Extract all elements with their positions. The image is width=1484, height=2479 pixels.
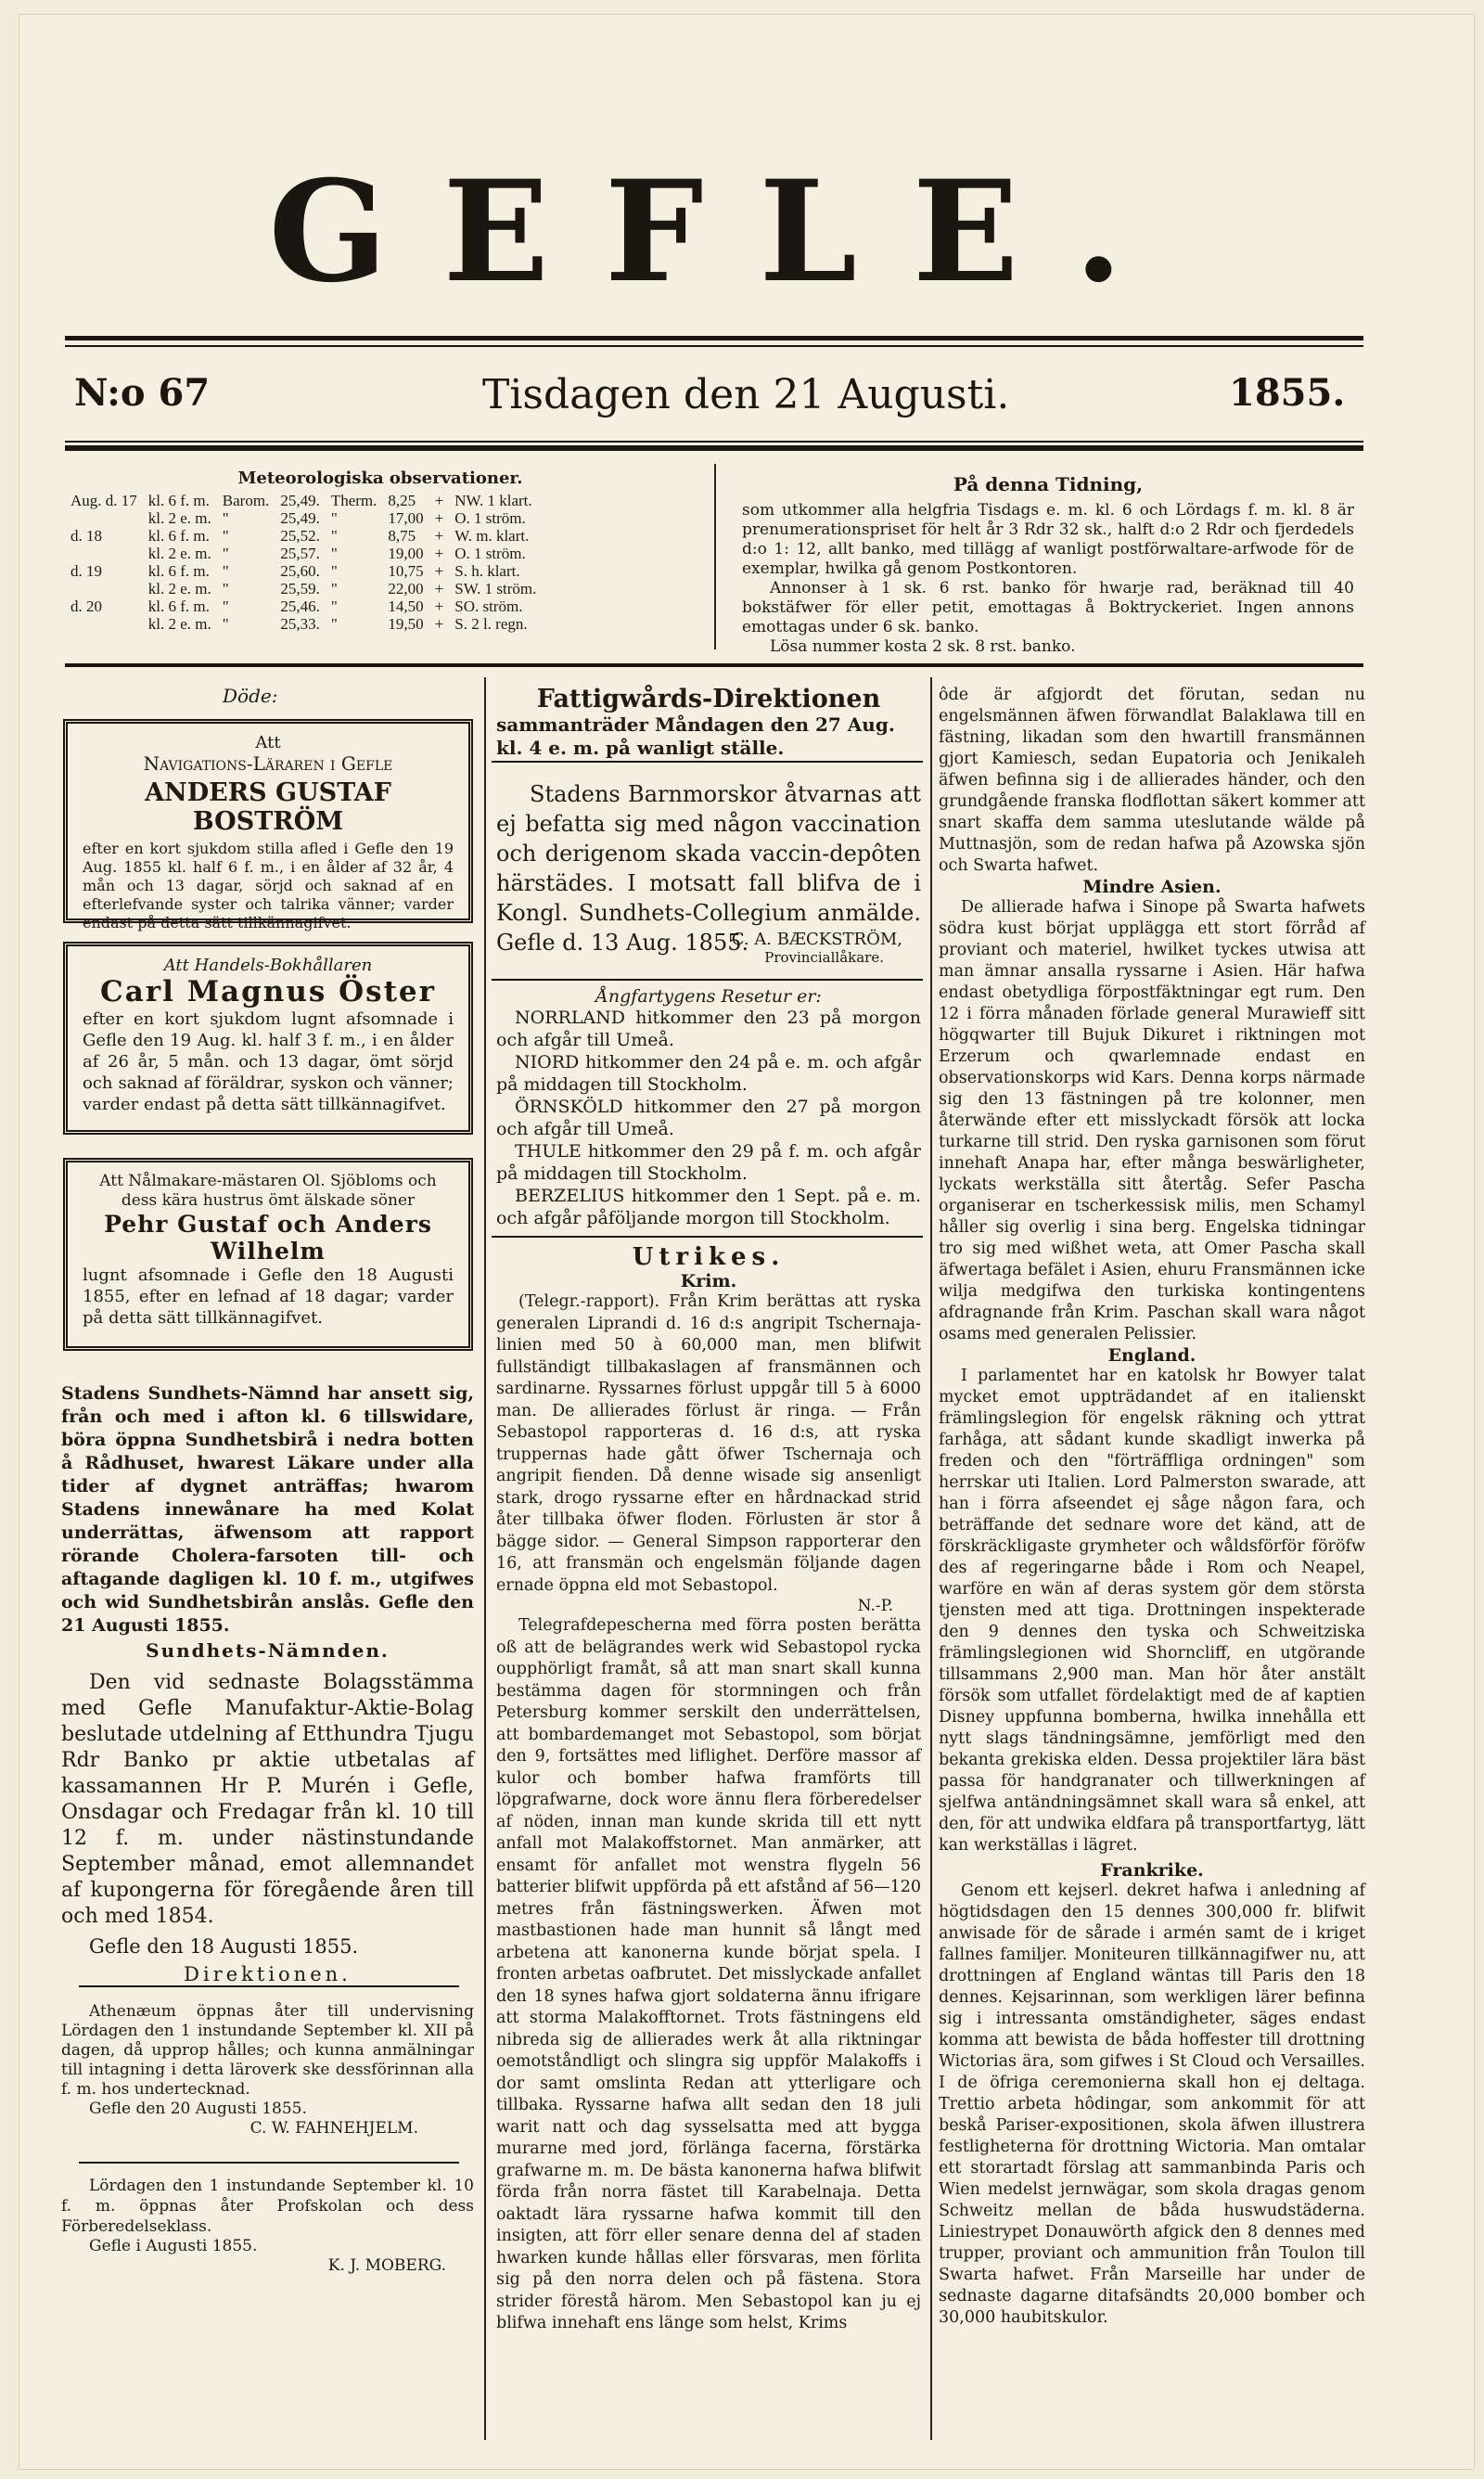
england-text: I parlamentet har en katolsk hr Bowyer talat mycket emot uppträdandet af en italienskt främlingslegion för engelsk räkning och yttrat farhåga, att sådant kunde skadligt inwerka på freden och den "förträffliga ordningen" som herrskar uti Italien. Lord Palmerston swarade, att han i förra afseendet ej såge någon fara, och beträffande det sednare wore det känd, att de förskräckligaste grymheter och wåldsförför föröfw des af regeringarne både i Rom och Neapel, warföre en wän af deras system gör dem största tjensten med att tiga. Drottningen inspekterade den 9 dennes den tyska och Schweitziska främlingslegionen wid Shorncliff, en utgörande tillsammans 2,900 man. Man hör åter anstält försök som utfallet fördelaktigt med de af kaptien Disney uppfunna bomberna, hwilka innehålla ett nytt slags tändningsämne, jemförligt med den bekanta grekiska elden. Dessa projektiler lära bäst passa för handgranater och tillwerkningen af sjelfwa antändningsämnet skall wara så enkel, att den, för att undwika eldfara på transportfartyg, lätt kan werkställas i lägret.: [939, 1367, 1365, 1855]
asia-text: De allierade hafwa i Sinope på Swarta hafwets södra kust börjat upplägga ett stort förråd af proviant och materiel, hwilket tyckes utwisa att man ämnar ansalla ryssarne i Asien. Här hafwa endast obetydliga förpostfäktningar egt rum. Den 12 i förra månaden förlade general Murawieff sitt högqwarter till Bujuk Dikuret i riktningen mot Erzerum och qwarlemnade endast en observationskorps wid Kars. Denna korps närmade sig den 13 fästningen på tre kolonner, men återwände efter ett misslyckadt försök att locka turkarne till strid. Den ryska garnisonen som förut innehaft Anapa har, efter många beswärligheter, lyckats werkställa sitt återtåg. Sefer Pascha organiserar en tscherkessisk milis, men Schamyl håller sig overlig i sina berg. Engelska tidningar tro sig med wißhet weta, att Omer Pascha skall äfwertaga befälet i Asien, ehuru Fransmännen icke wilja medgifwa den turkiska kontingentens afdragnande från Krim. Paschan skall wara något osams med generalen Pelissier.: [939, 898, 1365, 1343]
notice-name: Carl Magnus Öster: [100, 975, 436, 1008]
col1-separator-1: [79, 1985, 459, 1987]
meteo-cell-baro-label: ": [222, 580, 229, 597]
meteo-cell-cross: +: [434, 597, 444, 615]
dividend-date: Gefle den 18 Augusti 1855.: [89, 1935, 359, 1958]
dividend-signature: Direktionen.: [184, 1963, 352, 1985]
deaths-heading: Döde:: [223, 685, 278, 707]
steamship-item: ÖRNSKÖLD hitkommer den 27 på morgon och afgår till Umeå.: [496, 1097, 921, 1139]
meteo-cell-therm: 8,75: [388, 527, 416, 545]
meteo-cell-time: kl. 2 e. m.: [147, 509, 211, 527]
meteo-cell-baro-label: ": [222, 527, 229, 545]
meteo-cell-wind: O. 1 ström.: [454, 509, 526, 527]
column-divider-2: [930, 677, 932, 2440]
meteo-row: [65, 615, 542, 633]
steamship-item: BERZELIUS hitkommer den 1 Sept. på e. m. och afgår påföljande morgon till Stockholm.: [496, 1186, 921, 1228]
meteo-cell-baro-label: Barom.: [222, 492, 270, 509]
steamship-list: [496, 1007, 921, 1229]
header-rule-1: [65, 441, 1363, 443]
meteo-cell-baro: 25,60.: [280, 562, 320, 580]
poor-relief-text: sammanträder Måndagen den 27 Aug. kl. 4 e. m. på wanligt ställe.: [496, 713, 895, 759]
meteo-cell-therm-label: ": [330, 545, 338, 562]
meteo-cell-wind: S. 2 l. regn.: [454, 615, 528, 633]
profskola-signature: K. J. MOBERG.: [327, 2256, 446, 2275]
midwives-signature: C. A. BÆCKSTRÖM,: [731, 930, 902, 949]
meteo-cell-therm-label: ": [330, 597, 338, 615]
meteo-cell-therm-label: ": [330, 527, 338, 545]
meteo-cell-therm: 14,50: [388, 597, 424, 615]
subscription-title: På denna Tidning,: [953, 473, 1144, 495]
steamship-item: NORRLAND hitkommer den 23 på morgon och afgår till Umeå.: [496, 1008, 921, 1050]
meteo-cell-time: kl. 6 f. m.: [147, 527, 210, 545]
top-divider: [714, 464, 716, 649]
foreign-heading: Utrikes.: [632, 1243, 786, 1271]
masthead-title: GEFLE.: [268, 150, 1179, 314]
meteo-cell-therm: 10,75: [388, 562, 424, 580]
france-heading: Frankrike.: [1100, 1860, 1204, 1881]
meteo-cell-therm: 19,50: [388, 615, 424, 633]
col2-separator-2: [492, 979, 923, 981]
notice-text: lugnt afsomnade i Gefle den 18 Augusti 1855, efter en lefnad af 18 dagar; varder på detta sätt tillkännagifvet.: [83, 1265, 454, 1328]
meteo-cell-therm-label: ": [330, 580, 338, 597]
meteo-cell-wind: W. m. klart.: [454, 527, 530, 545]
atheneum-notice: Athenæum öppnas åter till undervisning Lördagen den 1 instundande September kl. XII på dagen, då upprop hålles; och kunna anmälningar till intagning i detta läroverk ske dessförinnan alla f. m. hos undertecknad.: [61, 2002, 474, 2099]
death-notice-sjoblom: [63, 1158, 473, 1351]
meteo-cell-time: kl. 2 e. m.: [147, 580, 211, 597]
meteo-cell-baro: 25,49.: [280, 509, 320, 527]
masthead-rule-top-thin: [65, 345, 1363, 347]
meteo-cell-day: Aug. d. 17: [70, 492, 137, 509]
meteo-cell-time: kl. 2 e. m.: [147, 545, 211, 562]
col1-separator-2: [79, 2162, 459, 2164]
meteo-cell-day: [65, 509, 143, 527]
issue-number: N:o 67: [74, 371, 211, 415]
meteo-cell-baro: 25,59.: [280, 580, 320, 597]
meteo-row: [65, 545, 542, 562]
issue-date: Tisdagen den 21 Augusti.: [482, 371, 1010, 418]
meteo-cell-wind: SO. ström.: [454, 597, 523, 615]
meteo-cell-cross: +: [434, 615, 444, 633]
meteo-cell-cross: +: [434, 492, 444, 509]
subscription-ads: Annonser à 1 sk. 6 rst. banko för hwarje rad, beräknad till 40 bokstäfwer för eller petit, emottagas å Boktryckeriet. Ingen annons emottagas under 6 sk. banko.: [742, 579, 1354, 636]
notice-text: efter en kort sjukdom stilla afled i Gefle den 19 Aug. 1855 kl. half 6 f. m., i en ålder af 32 år, 4 mån och 13 dagar, sörjd och saknad af en efterlefvande syster och talrika vänner; varder endast på detta sätt tillkännagifvet.: [83, 840, 454, 931]
steamship-item: THULE hitkommer den 29 på f. m. och afgår på middagen till Stockholm.: [496, 1141, 921, 1184]
meteo-cell-time: kl. 6 f. m.: [147, 562, 210, 580]
col2-separator-1: [492, 761, 923, 763]
dividend-notice: Den vid sednaste Bolagsstämma med Gefle Manufaktur-Aktie-Bolag beslutade utdelning af Etthundra Tjugu Rdr Banko pr aktie utbetalas af kassamannen Hr P. Murén i Gefle, Onsdagar och Fredagar från kl. 10 till 12 f. m. under nästinstundande September månad, emot allemnandet af kupongerna för föregående åren till och med 1854.: [61, 1671, 474, 1928]
meteo-cell-cross: +: [434, 509, 444, 527]
meteo-cell-cross: +: [434, 545, 444, 562]
crimea-signature: N.-P.: [857, 1597, 893, 1615]
crimea-continued: ôde är afgjordt det förutan, sedan nu engelsmännen äfwen förwandlat Balaklawa till en fästning, likadan som den hwartill fransmännen gjort Kamiesch, sedan Eupatoria och Jenikaleh äfwen befinna sig i de allierades händer, och den grundgående franska flodflottan säkert kommer att snart skaffa dem samma uteslutande wälde på Muttnasjön, som de redan hafwa på Azowska sjön och Swarta hafwet.: [939, 686, 1365, 875]
meteo-cell-day: [65, 615, 143, 633]
asia-heading: Mindre Asien.: [1082, 877, 1222, 897]
midwives-notice: Stadens Barnmorskor åtvarnas att ej befatta sig med någon vaccination och derigenom skada vaccin-depôten härstädes. I motsatt fall blifva de i Kongl. Sundhets-Collegium anmälde. Gefle d. 13 Aug. 1855.: [496, 781, 921, 956]
profskola-date: Gefle i Augusti 1855.: [89, 2237, 258, 2255]
crimea-heading: Krim.: [680, 1271, 737, 1291]
issue-year: 1855.: [1229, 371, 1346, 415]
meteo-cell-time: kl. 6 f. m.: [147, 597, 210, 615]
meteo-cell-baro-label: ": [222, 545, 229, 562]
meteo-row: [65, 562, 542, 580]
meteo-cell-baro: 25,33.: [280, 615, 320, 633]
meteo-row: [65, 492, 542, 509]
notice-title: Navigations-Läraren i Gefle: [143, 752, 393, 775]
notice-text: efter en kort sjukdom lugnt afsomnade i Gefle den 19 Aug. kl. half 3 f. m., i en ålder af 26 år, 5 mån. och 13 dagar, ömt sörjd och saknad af föräldrar, syskon och vänner; varder endast på detta sätt tillkännagifvet.: [83, 1009, 454, 1114]
steamship-item: NIORD hitkommer den 24 på e. m. och afgår på middagen till Stockholm.: [496, 1052, 921, 1095]
meteo-cell-wind: NW. 1 klart.: [454, 492, 532, 509]
meteo-row: [65, 580, 542, 597]
meteo-cell-day: d. 18: [70, 527, 102, 545]
meteo-cell-time: kl. 6 f. m.: [147, 492, 210, 509]
meteo-row: [65, 527, 542, 545]
death-notice-oster: [63, 942, 473, 1135]
meteo-cell-therm: 19,00: [388, 545, 424, 562]
meteo-cell-baro: 25,57.: [280, 545, 320, 562]
meteo-table: [65, 492, 542, 633]
meteo-cell-therm-label: ": [330, 615, 338, 633]
meteo-cell-wind: O. 1 ström.: [454, 545, 526, 562]
col2-separator-3: [492, 1236, 923, 1238]
steamship-title: Ångfartygens Resetur er:: [595, 986, 822, 1007]
meteo-cell-therm: 22,00: [388, 580, 424, 597]
france-text: Genom ett kejserl. dekret hafwa i anledning af högtidsdagen den 15 dennes 300,000 fr. blifwit anwisade för de sårade i armén samt de i kriget fallnes familjer. Moniteuren tillkännagifwer nu, att drottningen af England wäntas till Paris den 18 dennes. Kejsarinnan, som werkligen lärer befinna sig i intressanta omständigheter, säges endast komma att bewista de båda hoffester till drottning Wictorias ära, som gifwes i St Cloud och Versailles. I de öfriga ceremonierna skall hon ej deltaga. Trettio arbeta hôdingar, som ankommit för att beskå Pariser-expositionen, skola äfwen illustrera festligheterna för drottning Wictoria. Man omtalar ett storartadt förslag att sammanbinda Paris och Wien medelst jernwägar, som skola dragas genom Schweitz mellan de båda huswudstäderna. Liniestrypet Donauwörth afgick den 8 dennes med trupper, proviant och ammunition från Toulon till Swarta hafwet. Från Marseille har under de sednaste dagarne ditafsändts 20,000 bomber och 30,000 haubitskulor.: [939, 1882, 1365, 2327]
meteo-row: [65, 509, 542, 527]
meteo-cell-therm: 17,00: [388, 509, 424, 527]
midwives-title: Provinciallåkare.: [764, 949, 884, 966]
meteo-cell-baro-label: ": [222, 615, 229, 633]
health-board-notice: Stadens Sundhets-Nämnd har ansett sig, från och med i afton kl. 6 tillswidare, böra öppna Sundhetsbirå i nedra botten å Rådhuset, hwarest Läkare under alla tider af dygnet anträffas; hwarom Stadens innewånare ha med Kolat underrättas, äfwensom att rapport rörande Cholera-farsoten till- och aftagande dagligen kl. 10 f. m., utgifwes och wid Sundhetsbirån anslås. Gefle den 21 Augusti 1855.: [61, 1383, 474, 1636]
meteo-cell-therm: 8,25: [388, 492, 416, 509]
meteo-cell-baro-label: ": [222, 562, 229, 580]
meteo-cell-baro: 25,46.: [280, 597, 320, 615]
meteo-cell-therm-label: ": [330, 562, 338, 580]
meteo-cell-day: [65, 580, 143, 597]
notice-att: Att Handels-Bokhållaren: [163, 956, 373, 975]
profskola-notice: Lördagen den 1 instundande September kl. 10 f. m. öppnas åter Profskolan och dess Förberedelseklass.: [61, 2177, 474, 2236]
meteo-cell-day: d. 19: [70, 562, 102, 580]
atheneum-date: Gefle den 20 Augusti 1855.: [89, 2100, 307, 2118]
meteo-title: Meteorologiska observationer.: [237, 469, 523, 488]
body-rule-top: [65, 663, 1363, 667]
meteo-cell-baro: 25,49.: [280, 492, 320, 509]
meteo-cell-wind: S. h. klart.: [454, 562, 520, 580]
notice-name: Pehr Gustaf och Anders Wilhelm: [104, 1211, 432, 1265]
meteo-cell-baro-label: ": [222, 597, 229, 615]
meteo-cell-cross: +: [434, 580, 444, 597]
subscription-loose: Lösa nummer kosta 2 sk. 8 rst. banko.: [770, 637, 1076, 656]
meteo-cell-wind: SW. 1 ström.: [454, 580, 537, 597]
notice-att: Att: [255, 733, 281, 752]
masthead-rule-top: [65, 336, 1363, 340]
death-notice-bostrom: [63, 719, 473, 931]
crimea-report: Telegrafdepescherna med förra posten berätta oß att de belägrandes werk wid Sebastopol rycka oupphörligt framåt, så att man snart skall kunna bestämma dagen för stormningen och från Petersburg kommer serskilt den underrättelsen, att bombardemanget mot Sebastopol, som börjat den 9, fortsättes med liflighet. Derföre massor af kulor och bomber hafwa framförts till löpgrafwarne, dock wore ännu flera förberedelser af nöden, innan man kunde skrida till ett nytt anfall mot Malakoffstornet. Man anmärker, att ensamt för anfallet mot wenstra flygeln 56 batterier blifwit uppförda på ett afstånd af 56—120 metres från fästningswerken. Äfwen mot mastbastionen hade man hunnit så långt med arbetena att kanonerna kunde börjat spela. I fronten arbetas oafbrutet. Det misslyckade anfallet den 18 synes hafwa gjort soldaterna ännu ifrigare att storma Malakofftornet. Trots fästningens eld nibreda sig de allierades werk åt alla riktningar oemotståndligt och slingra sig uppför Malakoffs i dor samt omslinta Redan att ytterligare och tillbaka. Ryssarne hafwa allt sedan den 18 juli warit natt och dag sysselsatta med att bygga murarne med jord, förlänga facerna, förstärka grafwarne m. m. De bästa kanonerna hafwa blifwit förda från norra fästet till Karabelnaja. Detta oaktadt lära ryssarne hafwa kommit till den insigten, att förr eller senare denna del af staden hwarken kunde hållas eller försvaras, men förlita sig på den norra delen och på fästena. Stora strider förestå härom. Men Sebastopol kan ju ej blifwa innehaft ens länge som helst, Krims: [496, 1616, 921, 2332]
england-heading: England.: [1107, 1345, 1196, 1366]
poor-relief-title: Fattigwårds-Direktionen: [536, 685, 881, 713]
health-board-signature: Sundhets-Nämnden.: [146, 1639, 390, 1662]
header-rule-2: [65, 445, 1363, 451]
meteo-row: [65, 597, 542, 615]
crimea-telegram: (Telegr.-rapport). Från Krim berättas att ryska generalen Liprandi d. 16 d:s angripit Tschernaja-linien med 50 à 60,000 man, men blifwit fullständigt tillbakaslagen af fransmännen och sardinarne. Ryssarnes förlust uppgår till 5 à 6000 man. De allierades förlust är ringa. — Från Sebastopol rapporteras d. 16 d:s, att ryska truppernas hade gått öfwer Tschernaja och angripit fienden. Då denne wisade sig ansenligt stark, drogo ryssarne efter en hårdnackad strid åter tillbaka öfwer floden. Förlusten är stor å bägge sidor. — General Simpson rapporterar den 16, att fransmän och engelsmän följande dagen ernade öppna eld mot Sebastopol.: [496, 1292, 921, 1595]
meteo-cell-day: [65, 545, 143, 562]
meteo-cell-therm-label: ": [330, 509, 338, 527]
meteo-cell-time: kl. 2 e. m.: [147, 615, 211, 633]
meteo-cell-cross: +: [434, 527, 444, 545]
meteo-cell-baro: 25,52.: [280, 527, 320, 545]
meteo-cell-day: d. 20: [70, 597, 102, 615]
subscription-text: som utkommer alla helgfria Tisdags e. m. kl. 6 och Lördags f. m. kl. 8 är prenumerationspriset för helt år 3 Rdr 32 sk., halft d:o 2 Rdr och fjerdedels d:o 1: 12, allt banko, med tillägg af wanligt postförwaltare-arfwode för de exemplar, hwilka gå genom Postkontoren.: [742, 501, 1354, 578]
notice-name: ANDERS GUSTAF BOSTRÖM: [145, 778, 391, 836]
meteo-cell-baro-label: ": [222, 509, 229, 527]
meteo-cell-therm-label: Therm.: [330, 492, 377, 509]
atheneum-signature: C. W. FAHNEHJELM.: [249, 2119, 418, 2138]
column-divider-1: [484, 677, 486, 2440]
meteo-cell-cross: +: [434, 562, 444, 580]
notice-att: Att Nålmakare-mästaren Ol. Sjöbloms och dess kära hustrus ömt älskade söner: [99, 1172, 437, 1210]
